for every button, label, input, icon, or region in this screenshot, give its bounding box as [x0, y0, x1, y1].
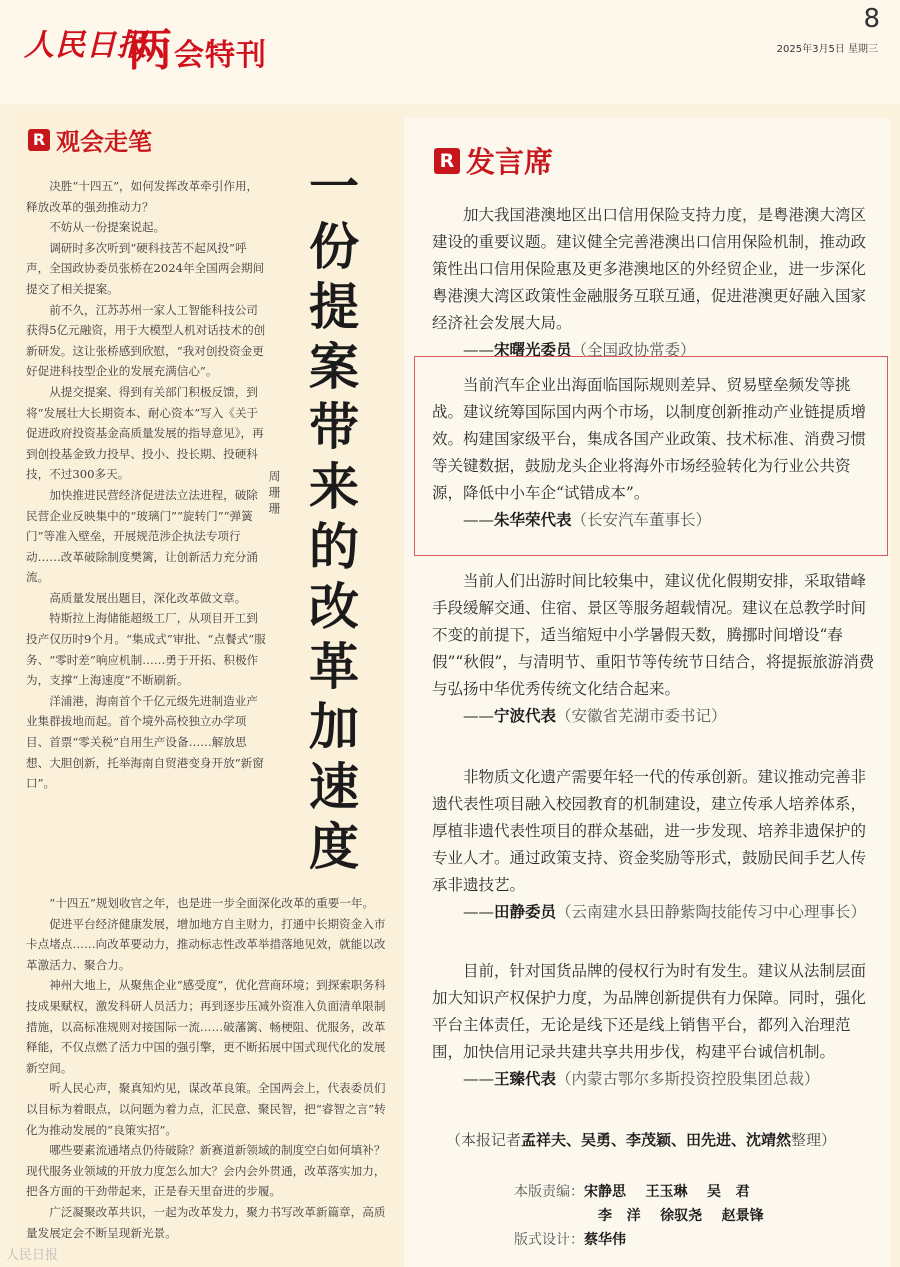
article-paragraph: 加快推进民营经济促进法立法进程，破除民营企业反映集中的“玻璃门”“旋转门”“弹簧门”等准入壁垒，开展规范涉企执法专项行动……改革破除制度樊篱，让创新活力充分涌流。 — [26, 487, 258, 585]
speech-item-3 — [432, 568, 878, 730]
speaker-role: （长安汽车董事长） — [571, 511, 712, 529]
attribution-dash: —— — [463, 511, 494, 529]
observation-section-title: 观会走笔 — [56, 128, 152, 156]
article-headline: 一份提案带来的改革加速度 — [301, 160, 360, 880]
attribution-dash: —— — [463, 341, 494, 359]
masthead — [0, 0, 900, 104]
reporter-names: 孟祥夫、吴勇、李茂颖、田先进、沈靖然 — [521, 1131, 792, 1149]
speaker-name: 宋曙光委员 — [494, 341, 572, 359]
article-paragraph: 广泛凝聚改革共识，一起为改革发力，聚力书写改革新篇章，高质量发展定会不断呈现新光景。 — [26, 1204, 386, 1240]
speech-text: 当前人们出游时间比较集中，建议优化假期安排，采取错峰手段缓解交通、住宿、景区等服务超载情况。建议在总教学时间不变的前提下，适当缩短中小学暑假天数，腾挪时间增设“春假”“秋假”，与清明节、重阳节等传统节日结合，将提振旅游消费与弘扬中华优秀传统文化结合起来。 — [432, 572, 875, 698]
article-paragraph: “十四五”规划收官之年，也是进一步全面深化改革的重要一年。 — [49, 896, 375, 910]
speech-text: 加大我国港澳地区出口信用保险支持力度，是粤港澳大湾区建设的重要议题。建议健全完善港澳出口信用保险机制，推动政策性出口信用保险惠及更多港澳地区的外经贸企业，进一步深化粤港澳大湾区政策性金融服务互联互通，促进港澳更好融入国家经济社会发展大局。 — [432, 206, 867, 332]
designer-label: 版式设计： — [514, 1232, 584, 1248]
speech-attribution — [432, 899, 878, 926]
article-author: 周珊珊 — [267, 470, 281, 518]
speech-item-5 — [432, 958, 878, 1093]
article-paragraph: 哪些要素流通堵点仍待破除？新赛道新领域的制度空白如何填补？现代服务业领域的开放力度怎么加大？会内会外贯通，改革落实加力，把各方面的干劲带起来，正是春天里奋进的步履。 — [26, 1143, 386, 1199]
editor-credits — [514, 1180, 764, 1252]
page-number: 8 — [863, 4, 880, 34]
speech-attribution — [432, 703, 878, 730]
r-badge-icon: R — [434, 148, 460, 174]
article-paragraph: 前不久，江苏苏州一家人工智能科技公司获得5亿元融资，用于大模型人机对话技术的创新研发。这让张桥感到欣慰，“我对创投资金更好促进科技型企业的发展充满信心”。 — [26, 302, 266, 379]
speech-attribution — [432, 1066, 878, 1093]
r-badge-icon: R — [28, 129, 50, 151]
special-edition-rest: 会特刊 — [174, 38, 267, 73]
credit-close: 整理） — [791, 1131, 837, 1149]
article-paragraph: 听人民心声，聚真知灼见，谋改革良策。全国两会上，代表委员们以目标为着眼点，以问题为着力点，汇民意、聚民智，把“睿智之言”转化为推动发展的“良策实招”。 — [26, 1081, 386, 1137]
speaker-role: （云南建水县田静紫陶技能传习中心理事长） — [556, 903, 867, 921]
speech-attribution — [432, 507, 878, 534]
speaker-role: （全国政协常委） — [571, 341, 696, 359]
article-paragraph: 不妨从一份提案说起。 — [49, 220, 166, 235]
observation-section-heading — [28, 122, 152, 157]
editor-label: 本版责编： — [514, 1184, 584, 1200]
credit-open: （本报记者 — [446, 1131, 522, 1149]
designer-row — [514, 1228, 764, 1252]
attribution-dash: —— — [463, 707, 494, 725]
special-edition-first-char: 两 — [128, 25, 174, 76]
speaker-role: （内蒙古鄂尔多斯投资控股集团总裁） — [556, 1070, 820, 1088]
attribution-dash: —— — [463, 1070, 494, 1088]
reporter-credit — [446, 1128, 886, 1152]
editor-names-1: 宋静思 王玉琳 吴 君 — [584, 1184, 750, 1200]
article-paragraph: 洋浦港，海南首个千亿元级先进制造业产业集群拔地而起。首个境外高校独立办学项目、首票“零关税”自用生产设备……解放思想、大胆创新，托举海南自贸港变身开放“新窗口”。 — [26, 693, 264, 791]
editor-row-1 — [514, 1180, 764, 1204]
newspaper-logo: 人民日报 — [24, 28, 148, 63]
article-paragraph: 从提交提案、得到有关部门积极反馈，到将“发展壮大长期资本、耐心资本”写入《关于促进政府投资基金高质量发展的指导意见》，再到创投基金致力投早、投小、投长期、投硬科技，不过300多天。 — [26, 384, 264, 482]
special-edition-title — [128, 14, 267, 78]
speaker-role: （安徽省芜湖市委书记） — [556, 707, 727, 725]
speech-item-1 — [432, 202, 878, 364]
speaker-name: 宁波代表 — [494, 707, 557, 725]
designer-name: 蔡华伟 — [584, 1232, 626, 1248]
speech-item-4 — [432, 764, 878, 926]
article-paragraph: 促进平台经济健康发展，增加地方自主财力，打通中长期资金入市卡点堵点……向改革要动力，推动标志性改革举措落地见效，就能以改革激活力、聚合力。 — [26, 916, 386, 972]
article-paragraph: 调研时多次听到“硬科技苦不起风投”呼声，全国政协委员张桥在2024年全国两会期间提交了相关提案。 — [26, 240, 265, 296]
speakers-section-title: 发言席 — [466, 145, 554, 179]
speaker-name: 王臻代表 — [494, 1070, 557, 1088]
editor-row-2 — [514, 1204, 764, 1228]
speaker-name: 田静委员 — [494, 903, 557, 921]
issue-date: 2025年3月5日 星期三 — [776, 44, 878, 55]
article-body-narrow — [26, 176, 266, 794]
speakers-section-heading — [434, 140, 553, 181]
speaker-name: 朱华荣代表 — [494, 511, 572, 529]
attribution-dash: —— — [463, 903, 494, 921]
speech-item-2 — [432, 372, 878, 534]
article-paragraph: 决胜“十四五”，如何发挥改革牵引作用，释放改革的强劲推动力？ — [26, 179, 259, 214]
watermark-text: 人民日报 — [6, 1248, 59, 1263]
article-paragraph: 神州大地上，从聚焦企业“感受度”，优化营商环境；到探索职务科技成果赋权，激发科研人员活力；再到逐步压减外资准入负面清单限制措施，以高标准规则对接国际一流……破藩篱、畅梗阻、优服务，改革释能，不仅点燃了活力中国的强引擎，更不断拓展中国式现代化的发展新空间。 — [26, 978, 386, 1075]
editor-names-2: 李 洋 徐驭尧 赵景锋 — [598, 1208, 764, 1224]
speech-text: 当前汽车企业出海面临国际规则差异、贸易壁垒频发等挑战。建议统筹国际国内两个市场，以制度创新推动产业链提质增效。构建国家级平台，集成各国产业政策、技术标准、消费习惯等关键数据，鼓励龙头企业将海外市场经验转化为行业公共资源，降低中小车企“试错成本”。 — [432, 376, 867, 502]
article-paragraph: 高质量发展出题目，深化改革做文章。 — [49, 590, 247, 605]
speech-text: 非物质文化遗产需要年轻一代的传承创新。建议推动完善非遗代表性项目融入校园教育的机制建设，建立传承人培养体系，厚植非遗代表性项目的群众基础，进一步发现、培养非遗保护的专业人才。通过政策支持、资金奖励等形式，鼓励民间手艺人传承非遗技艺。 — [432, 768, 867, 894]
article-body-wide — [26, 893, 386, 1243]
speech-text: 目前，针对国货品牌的侵权行为时有发生。建议从法制层面加大知识产权保护力度，为品牌创新提供有力保障。同时，强化平台主体责任，无论是线下还是线上销售平台，都列入治理范围，加快信用记录共建共享共用步伐，构建平台诚信机制。 — [432, 962, 867, 1061]
article-paragraph: 特斯拉上海储能超级工厂，从项目开工到投产仅历时9个月。“集成式”审批、“点餐式”服务、“零时差”响应机制……勇于开拓、积极作为，支撑“上海速度”不断刷新。 — [26, 611, 266, 688]
